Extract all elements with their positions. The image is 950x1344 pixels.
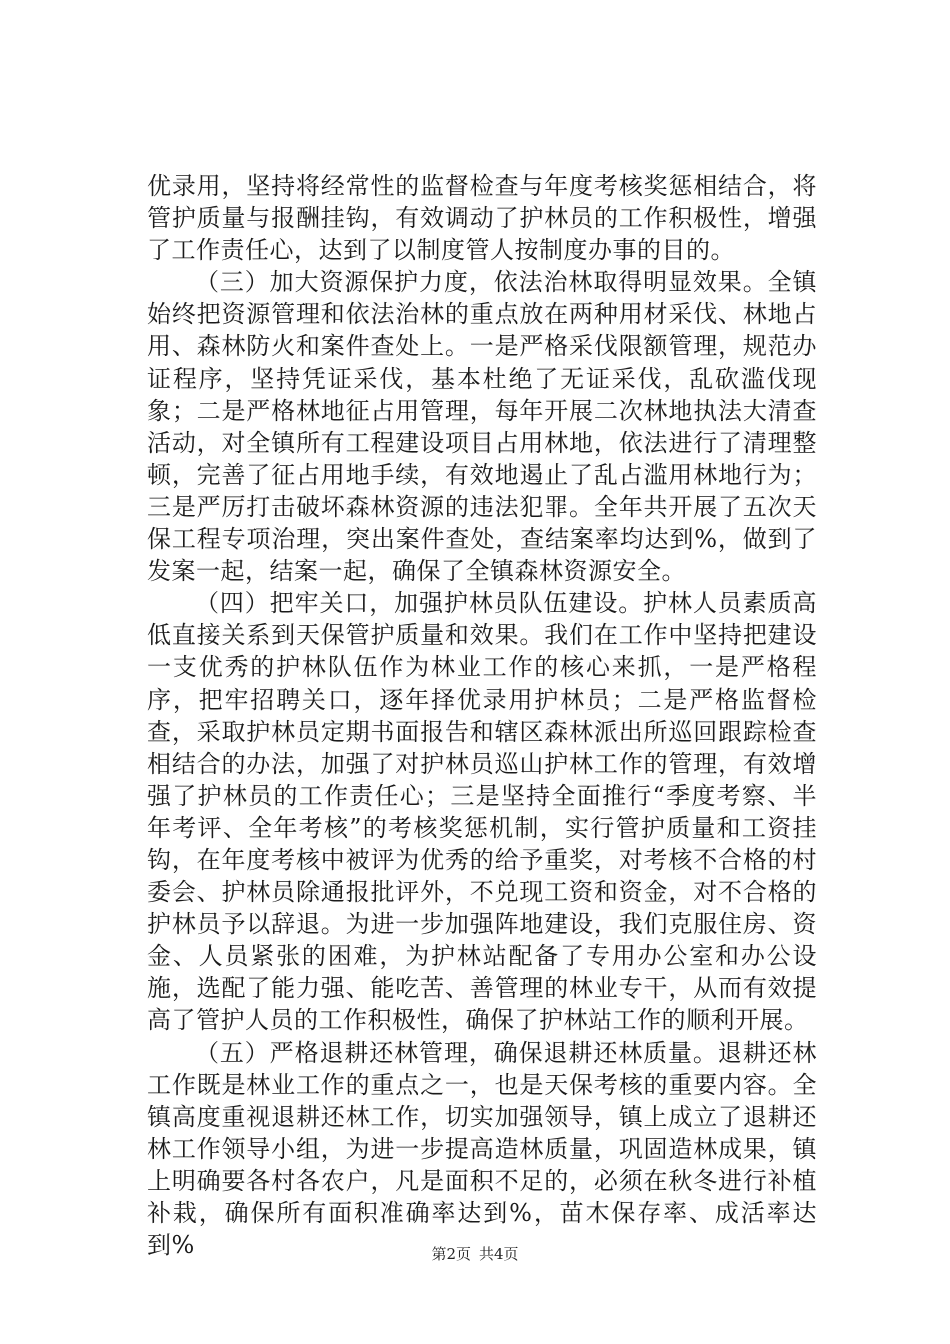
page-number: 第2页 xyxy=(431,1245,471,1263)
page-footer xyxy=(0,1244,950,1264)
paragraph-section-3: （三）加大资源保护力度，依法治林取得明显效果。全镇始终把资源管理和依法治林的重点放在两种用材采伐、林地占用、森林防火和案件查处上。一是严格采伐限额管理，规范办证程序，坚持凭证采伐，基本杜绝了无证采伐，乱砍滥伐现象；二是严格林地征占用管理，每年开展二次林地执法大清查活动，对全镇所有工程建设项目占用林地，依法进行了清理整顿，完善了征占用地手续，有效地遏止了乱占滥用林地行为；三是严厉打击破坏森林资源的违法犯罪。全年共开展了五次天保工程专项治理，突出案件查处，查结案率均达到%，做到了发案一起，结案一起，确保了全镇森林资源安全。 xyxy=(147,268,817,586)
paragraph-section-4: （四）把牢关口，加强护林员队伍建设。护林人员素质高低直接关系到天保管护质量和效果。我们在工作中坚持把建设一支优秀的护林队伍作为林业工作的核心来抓，一是严格程序，把牢招聘关口，逐年择优录用护林员；二是严格监督检查，采取护林员定期书面报告和辖区森林派出所巡回跟踪检查相结合的办法，加强了对护林员巡山护林工作的管理，有效增强了护林员的工作责任心；三是坚持全面推行“季度考察、半年考评、全年考核”的考核奖惩机制，实行管护质量和工资挂钩，在年度考核中被评为优秀的给予重奖，对考核不合格的村委会、护林员除通报批评外，不兑现工资和资金，对不合格的护林员予以辞退。为进一步加强阵地建设，我们克服住房、资金、人员紧张的困难，为护林站配备了专用办公室和办公设施，选配了能力强、能吃苦、善管理的林业专干，从而有效提高了管护人员的工作积极性，确保了护林站工作的顺利开展。 xyxy=(147,589,817,1035)
document-body xyxy=(147,170,817,1261)
paragraph-section-5: （五）严格退耕还林管理，确保退耕还林质量。退耕还林工作既是林业工作的重点之一，也是天保考核的重要内容。全镇高度重视退耕还林工作，切实加强领导，镇上成立了退耕还林工作领导小组，为进一步提高造林质量，巩固造林成果，镇上明确要各村各农户，凡是面积不足的，必须在秋冬进行补植补栽，确保所有面积准确率达到%，苗木保存率、成活率达到% xyxy=(147,1038,817,1260)
page-total: 共4页 xyxy=(479,1245,519,1263)
paragraph-continuation: 优录用，坚持将经常性的监督检查与年度考核奖惩相结合，将管护质量与报酬挂钩，有效调动了护林员的工作积极性，增强了工作责任心，达到了以制度管人按制度办事的目的。 xyxy=(147,172,817,265)
